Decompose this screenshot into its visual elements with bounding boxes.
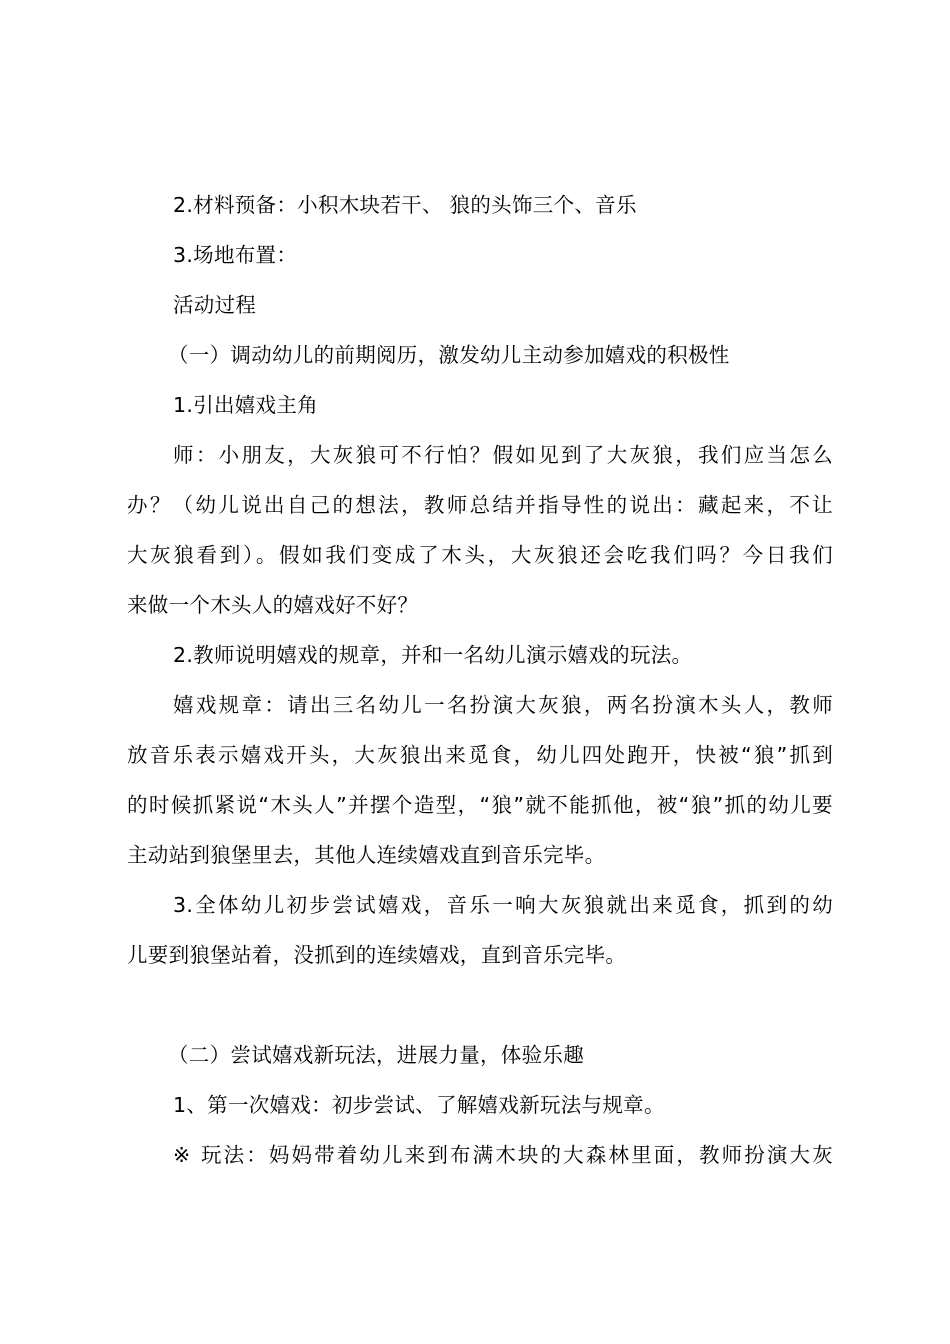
gameplay-line: ※ 玩法：妈妈带着幼儿来到布满木块的大森林里面，教师扮演大灰 [173, 1143, 833, 1167]
rules-line: 的时候抓紧说“木头人”并摆个造型，“狼”就不能抓他，被“狼”抓的幼儿要 [127, 793, 833, 817]
section-one-heading: （一）调动幼儿的前期阅历，激发幼儿主动参加嬉戏的积极性 [168, 343, 730, 367]
section-two-heading: （二）尝试嬉戏新玩法，进展力量，体验乐趣 [168, 1043, 584, 1067]
rules-line: 放音乐表示嬉戏开头，大灰狼出来觅食，幼儿四处跑开，快被“狼”抓到 [127, 743, 833, 767]
paragraph-line: 大灰狼看到）。假如我们变成了木头，大灰狼还会吃我们吗？今日我们 [127, 543, 833, 567]
first-game-line: 1、第一次嬉戏：初步尝试、了解嬉戏新玩法与规章。 [173, 1093, 665, 1117]
step-2-heading: 2.教师说明嬉戏的规章，并和一名幼儿演示嬉戏的玩法。 [173, 643, 693, 667]
rules-line: 嬉戏规章：请出三名幼儿一名扮演大灰狼，两名扮演木头人，教师 [173, 693, 833, 717]
venue-line: 3.场地布置： [173, 243, 298, 267]
paragraph-line: 师：小朋友，大灰狼可不行怕？假如见到了大灰狼，我们应当怎么 [173, 443, 833, 467]
step-3-line: 3.全体幼儿初步尝试嬉戏，音乐一响大灰狼就出来觅食，抓到的幼 [173, 893, 833, 917]
paragraph-line: 办？（幼儿说出自己的想法，教师总结并指导性的说出：藏起来，不让 [127, 493, 833, 517]
step-3-line: 儿要到狼堡站着，没抓到的连续嬉戏，直到音乐完毕。 [127, 943, 627, 967]
step-1-heading: 1.引出嬉戏主角 [173, 393, 318, 417]
paragraph-line: 来做一个木头人的嬉戏好不好？ [127, 593, 419, 617]
materials-line: 2.材料预备：小积木块若干、 狼的头饰三个、音乐 [173, 193, 637, 217]
activity-process-heading: 活动过程 [173, 293, 257, 317]
rules-line: 主动站到狼堡里去，其他人连续嬉戏直到音乐完毕。 [127, 843, 606, 867]
